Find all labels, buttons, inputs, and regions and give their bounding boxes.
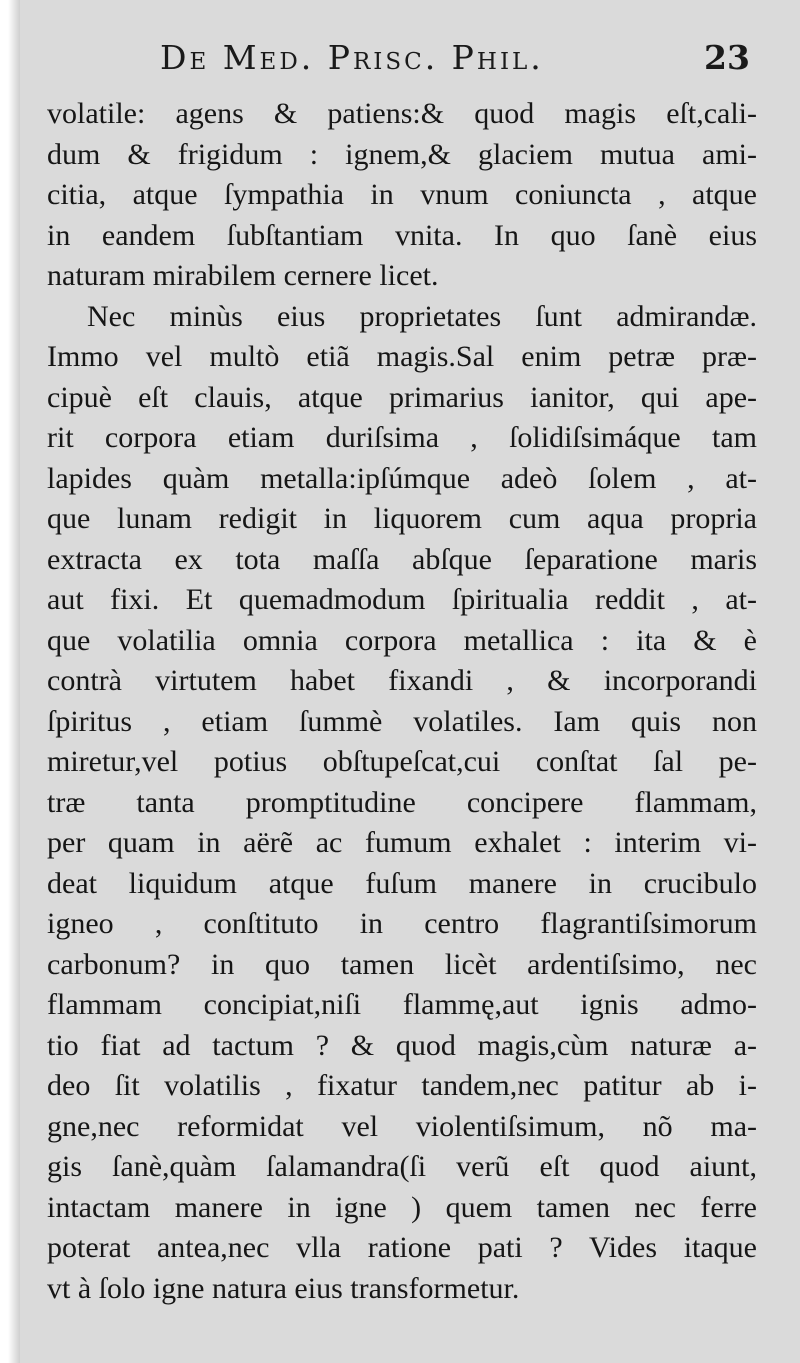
paragraph-1 bbox=[47, 94, 757, 297]
text-line: gne,nec reformidat vel violentiſsimum, nõ ma- bbox=[47, 1109, 757, 1143]
text-line: poterat antea,nec vlla ratione pati ? Vides itaque bbox=[47, 1231, 757, 1264]
text-line: vt à ſolo igne natura eius transformetur. bbox=[47, 1271, 520, 1305]
text-line: tio fiat ad tactum ? & quod magis,cùm naturæ a- bbox=[47, 1028, 757, 1062]
text-line: miretur,vel potius obſtupeſcat,cui conſtat ſal pe- bbox=[47, 745, 757, 778]
body-text bbox=[47, 94, 757, 1309]
text-line: deat liquidum atque fuſum manere in crucibulo bbox=[47, 866, 757, 900]
text-line: cipuè eſt clauis, atque primarius ianitor, qui ape- bbox=[47, 380, 757, 414]
text-line: naturam mirabilem cernere licet. bbox=[47, 259, 439, 292]
text-line: rit corpora etiam duriſsima , ſolidiſsimáque tam bbox=[47, 421, 757, 454]
text-line: gis ſanè,quàm ſalamandra(ſi verũ eſt quod aiunt, bbox=[47, 1150, 757, 1183]
text-line: in eandem ſubſtantiam vnita. In quo ſanè eius bbox=[47, 218, 757, 252]
text-line: lapides quàm metalla:ipſúmque adeò ſolem , at- bbox=[47, 461, 757, 495]
text-line: aut fixi. Et quemadmodum ſpiritualia reddit , at- bbox=[47, 583, 757, 616]
page-header bbox=[160, 38, 760, 88]
text-line: flammam concipiat,niſi flammę,aut ignis admo- bbox=[47, 988, 757, 1021]
text-line: citia, atque ſympathia in vnum coniuncta , atque bbox=[47, 178, 757, 211]
text-line: contrà virtutem habet fixandi , & incorporandi bbox=[47, 664, 757, 697]
text-line: volatile: agens & patiens:& quod magis eſt,cali- bbox=[47, 97, 757, 130]
text-line: per quam in aërẽ ac fumum exhalet : interim vi- bbox=[47, 826, 757, 859]
text-line: ſpiritus , etiam ſummè volatiles. Iam quis non bbox=[47, 704, 757, 738]
text-line: igneo , conſtituto in centro flagrantiſsimorum bbox=[47, 907, 757, 940]
text-line: Nec minùs eius proprietates ſunt admirandæ. bbox=[87, 299, 757, 333]
text-line: que volatilia omnia corpora metallica : ita & è bbox=[47, 623, 757, 657]
text-line: carbonum? in quo tamen licèt ardentiſsimo, nec bbox=[47, 947, 757, 981]
paragraph-2 bbox=[47, 297, 757, 1310]
text-line: que lunam redigit in liquorem cum aqua propria bbox=[47, 502, 757, 535]
page-number: 23 bbox=[704, 38, 750, 77]
text-line: Immo vel multò etiã magis.Sal enim petræ præ- bbox=[47, 340, 757, 373]
text-line: dum & frigidum : ignem,& glaciem mutua ami- bbox=[47, 137, 757, 171]
running-head: De Med. Prisc. Phil. bbox=[160, 38, 544, 77]
text-line: intactam manere in igne ) quem tamen nec ferre bbox=[47, 1190, 757, 1224]
text-line: deo ſit volatilis , fixatur tandem,nec patitur ab i- bbox=[47, 1069, 757, 1102]
text-line: træ tanta promptitudine concipere flammam, bbox=[47, 785, 757, 819]
page-gutter-shadow bbox=[0, 0, 20, 1363]
text-line: extracta ex tota maſſa abſque ſeparatione maris bbox=[47, 542, 757, 576]
